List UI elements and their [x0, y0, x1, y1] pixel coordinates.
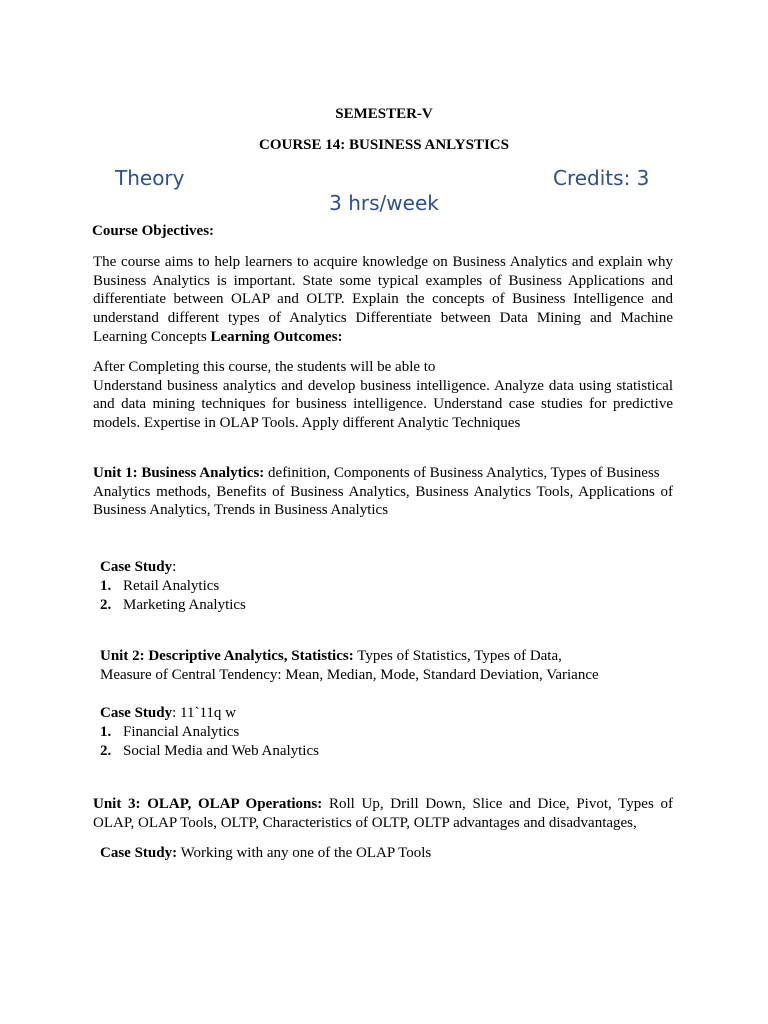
- unit1-line2: Analytics methods, Benefits of Business Analytics, Business Analytics Tools, Applications of Business Analytics, Trends in Business Analytics: [93, 483, 673, 519]
- list-item: 1. Retail Analytics: [100, 578, 220, 594]
- unit2-title: Unit 2: Descriptive Analytics, Statistics:: [100, 648, 354, 664]
- credits-label: Credits: 3: [553, 166, 650, 190]
- unit1-line1: definition, Components of Business Analytics, Types of Business: [268, 465, 660, 481]
- list-item: 1. Financial Analytics: [100, 724, 240, 740]
- unit1-title: Unit 1: Business Analytics:: [93, 465, 265, 481]
- unit3-section: [93, 795, 673, 832]
- outcomes-intro: After Completing this course, the students will be able to: [93, 359, 436, 375]
- objectives-paragraph: [93, 253, 673, 347]
- case-study-label: Case Study: [100, 705, 173, 721]
- course-title: COURSE 14: BUSINESS ANLYSTICS: [259, 137, 509, 153]
- outcomes-paragraph: [93, 358, 673, 433]
- list-item: 2. Marketing Analytics: [100, 597, 246, 613]
- hours-label: 3 hrs/week: [329, 191, 439, 215]
- objectives-text: The course aims to help learners to acquire knowledge on Business Analytics and explain why Business Analytics is important. State some typical examples of Business Applications and differentiate between OLAP and OLTP. Explain the concepts of Business Intelligence and understand different types of Analytics Differentiate between Data Mining and Machine Learning Concepts: [93, 254, 673, 345]
- unit1-case-study: Case Study: 1. Retail Analytics 2. Marketing Analytics: [100, 559, 246, 613]
- objectives-heading: Course Objectives:: [92, 223, 215, 239]
- outcomes-heading: Learning Outcomes:: [210, 328, 343, 345]
- unit2-line2: Measure of Central Tendency: Mean, Median, Mode, Standard Deviation, Variance: [100, 667, 599, 683]
- unit2-line1: Types of Statistics, Types of Data,: [357, 648, 562, 664]
- unit3-case-study: Case Study: Working with any one of the OLAP Tools: [100, 845, 432, 861]
- unit3-text: Roll Up, Drill Down, Slice and Dice, Pivot, Types of OLAP, OLAP Tools, OLTP, Characteristics of OLTP, OLTP advantages and disadvantages,: [93, 796, 673, 831]
- case-study-label: Case Study:: [100, 845, 178, 861]
- unit2-case-study: Case Study: 11`11q w 1. Financial Analytics 2. Social Media and Web Analytics: [100, 705, 319, 759]
- unit3-title: Unit 3: OLAP, OLAP Operations:: [93, 796, 323, 812]
- theory-label: Theory: [115, 166, 185, 190]
- unit2-section: [100, 647, 599, 685]
- case-study-label: Case Study: [100, 559, 173, 575]
- list-item: 2. Social Media and Web Analytics: [100, 743, 319, 759]
- semester-heading: SEMESTER-V: [335, 106, 433, 122]
- unit1-section: [93, 464, 673, 520]
- outcomes-text: Understand business analytics and develop business intelligence. Analyze data using statistical and data mining techniques for business intelligence. Understand case studies for predictive models. Expertise in OLAP Tools. Apply different Analytic Techniques: [93, 377, 673, 432]
